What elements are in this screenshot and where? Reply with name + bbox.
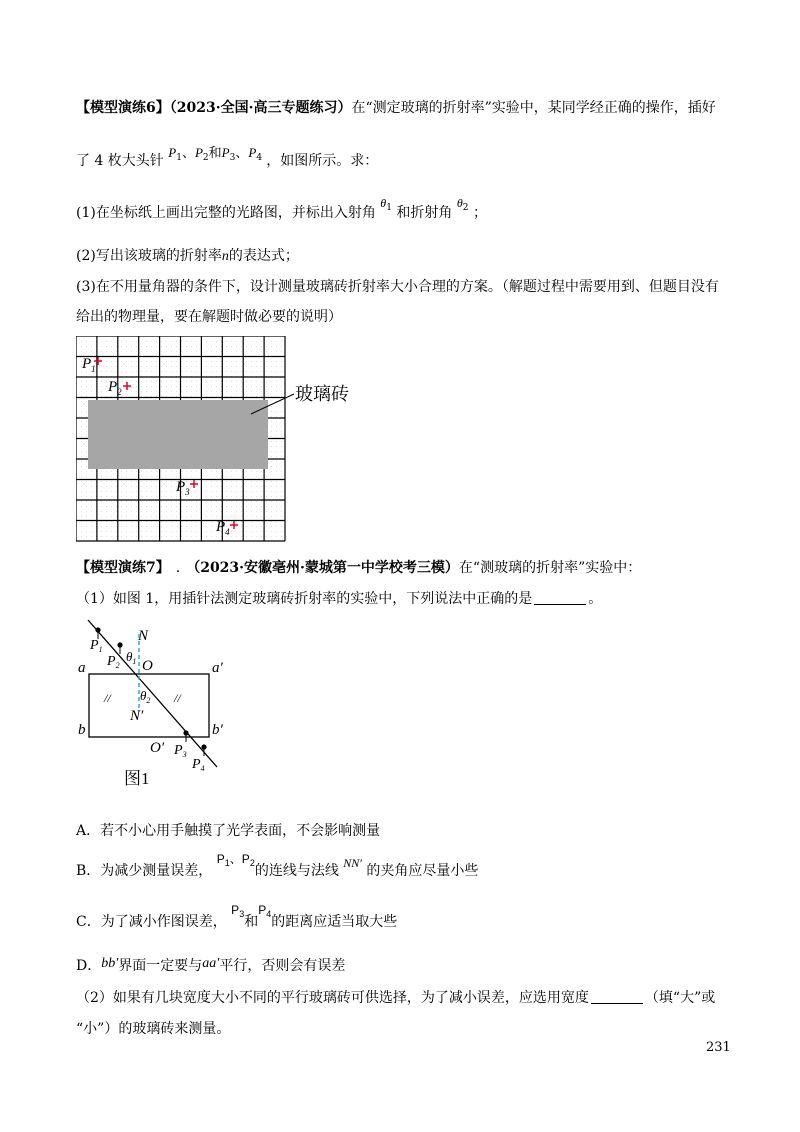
pin-p4-label: $P_4$ (216, 519, 230, 537)
figure-caption: 图1 (124, 769, 150, 788)
glass-label: 玻璃砖 (295, 384, 349, 404)
label-O-prime: O′ (150, 740, 165, 756)
label-P2: $P_2$ (107, 654, 120, 670)
label-a: a (78, 660, 86, 676)
q6-item3-line1: (3)在不用量角器的条件下，设计测量玻璃砖折射率大小合理的方案。（解题过程中需要用到、但题目没有 (76, 279, 719, 295)
hatch-right: // (174, 691, 181, 705)
label-theta1: $\theta_1$ (126, 649, 137, 666)
q6-grid-figure (76, 336, 376, 542)
q6-item1: (1)在坐标纸上画出完整的光路图，并标出入射角 $\theta_1$ 和折射角 $\theta_2$ ； (76, 196, 487, 221)
label-theta2: $\theta_2$ (140, 688, 151, 705)
pin-p3-label: $P_3$ (176, 479, 190, 497)
glass-slab (89, 674, 209, 737)
option-b: B．为减少测量误差， $P_1$、$P_2$的连线与法线 NN′ 的夹角应尽量小些 (76, 852, 479, 879)
label-N: N (138, 628, 149, 644)
page-number: 231 (706, 1040, 731, 1055)
q6-item3-line2: 给出的物理量，要在解题时做必要的说明） (76, 309, 342, 325)
q7-part2-line2: “小”）的玻璃砖来测量。 (76, 1021, 231, 1037)
q6-tag: 【模型演练6】 (76, 100, 170, 116)
option-a: A．若不小心用手触摸了光学表面，不会影响测量 (76, 823, 381, 839)
q6-text2b: ，如图所示。求： (266, 153, 379, 169)
q6-source: （2023·全国·高三专题练习） (169, 100, 352, 116)
pin-p2-label: $P_2$ (108, 379, 122, 397)
q6-text2a: 了 4 枚大头针 (76, 153, 164, 169)
theta2-symbol: $\theta_2$ (456, 196, 469, 213)
q7-part1: （1）如图 1，用插针法测定玻璃砖折射率的实验中，下列说法中正确的是 。 (76, 591, 603, 607)
q6-line2 (76, 145, 379, 171)
label-P4: $P_4$ (192, 757, 205, 773)
label-N-prime: N′ (130, 708, 144, 724)
answer-blank-1[interactable] (534, 590, 586, 605)
label-P1: $P_1$ (90, 638, 103, 654)
q7-part2-line1: （2）如果有几块宽度大小不同的平行玻璃砖可供选择，为了减小误差，应选用宽度 （填“大”或 (76, 990, 716, 1006)
glass-block (88, 400, 268, 469)
pin-p1-label: $P_1$ (82, 356, 96, 374)
option-d: D．bb′界面一定要与aa′平行，否则会有误差 (76, 956, 346, 974)
q7-line1: 【模型演练7】 . （2023·安徽亳州·蒙城第一中学校考三模）在“测玻璃的折射率”实验中： (76, 560, 642, 576)
q7-figure1 (76, 612, 246, 790)
q7-source: （2023·安徽亳州·蒙城第一中学校考三模） (186, 560, 459, 576)
answer-blank-2[interactable] (591, 989, 643, 1004)
label-P3: $P_3$ (174, 743, 187, 759)
q6-line1 (76, 97, 716, 117)
label-a-prime: a′ (212, 660, 223, 676)
theta1-symbol: $\theta_1$ (380, 196, 392, 213)
hatch-left: // (104, 691, 111, 705)
q6-pins: $P_1$、$P_2$和$P_3$、$P_4$ (168, 145, 263, 163)
label-b-prime: b′ (212, 722, 223, 738)
option-c: C．为了减小作图误差， $P_3$和$P_4$的距离应适当取大些 (76, 903, 398, 930)
label-O: O (142, 658, 153, 674)
q6-text1: 在“测定玻璃的折射率”实验中，某同学经正确的操作，插好 (351, 100, 716, 116)
label-b: b (78, 722, 86, 738)
q7-tag: 【模型演练7】 (76, 560, 170, 576)
q6-item2: (2)写出该玻璃的折射率n的表达式； (76, 248, 299, 264)
q7-text1: 在“测玻璃的折射率”实验中： (458, 560, 642, 576)
